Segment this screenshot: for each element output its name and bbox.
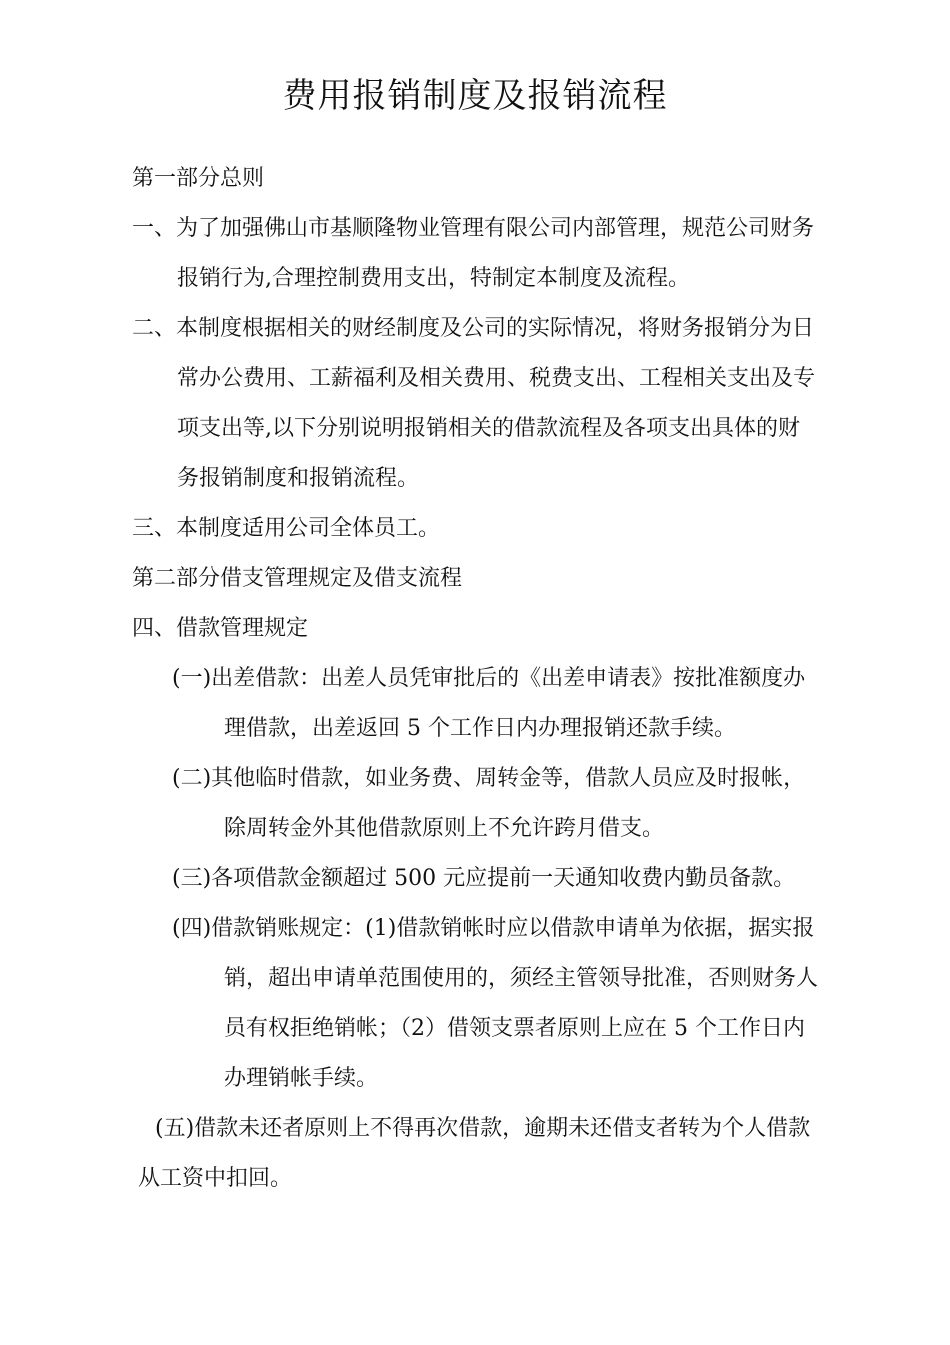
- sub1-line1: (一)出差借款：出差人员凭审批后的《出差申请表》按批准额度办: [172, 666, 806, 691]
- sub4-line1: (四)借款销账规定：(1)借款销帐时应以借款申请单为依据，据实报: [172, 916, 815, 941]
- sub2-line1: (二)其他临时借款，如业务费、周转金等，借款人员应及时报帐，: [172, 766, 806, 791]
- item1-line1: 一、为了加强佛山市基顺隆物业管理有限公司内部管理，规范公司财务: [132, 216, 815, 241]
- sub5-line2: 从工资中扣回。: [138, 1166, 293, 1191]
- item1-line2: 报销行为,合理控制费用支出，特制定本制度及流程。: [177, 266, 690, 291]
- sub4-line2: 销，超出申请单范围使用的，须经主管领导批准，否则财务人: [224, 966, 819, 991]
- item4-heading: 四、借款管理规定: [132, 616, 309, 641]
- part2-heading: 第二部分借支管理规定及借支流程: [132, 566, 463, 591]
- item2-line4: 务报销制度和报销流程。: [177, 466, 420, 491]
- item2-line3: 项支出等,以下分别说明报销相关的借款流程及各项支出具体的财: [177, 416, 800, 441]
- sub5-line1: (五)借款未还者原则上不得再次借款，逾期未还借支者转为个人借款: [155, 1116, 811, 1141]
- sub1-line2: 理借款，出差返回 5 个工作日内办理报销还款手续。: [224, 716, 736, 741]
- sub2-line2: 除周转金外其他借款原则上不允许跨月借支。: [224, 816, 665, 841]
- part1-heading: 第一部分总则: [132, 166, 265, 191]
- item3-line1: 三、本制度适用公司全体员工。: [132, 516, 441, 541]
- item2-line1: 二、本制度根据相关的财经制度及公司的实际情况，将财务报销分为日: [132, 316, 815, 341]
- item2-line2: 常办公费用、工薪福利及相关费用、税费支出、工程相关支出及专: [177, 366, 816, 391]
- sub4-line3: 员有权拒绝销帐；（2）借领支票者原则上应在 5 个工作日内: [224, 1016, 805, 1041]
- sub3-line1: (三)各项借款金额超过 500 元应提前一天通知收费内勤员备款。: [172, 866, 796, 891]
- document-title: 费用报销制度及报销流程: [282, 76, 668, 116]
- sub4-line4: 办理销帐手续。: [224, 1066, 379, 1091]
